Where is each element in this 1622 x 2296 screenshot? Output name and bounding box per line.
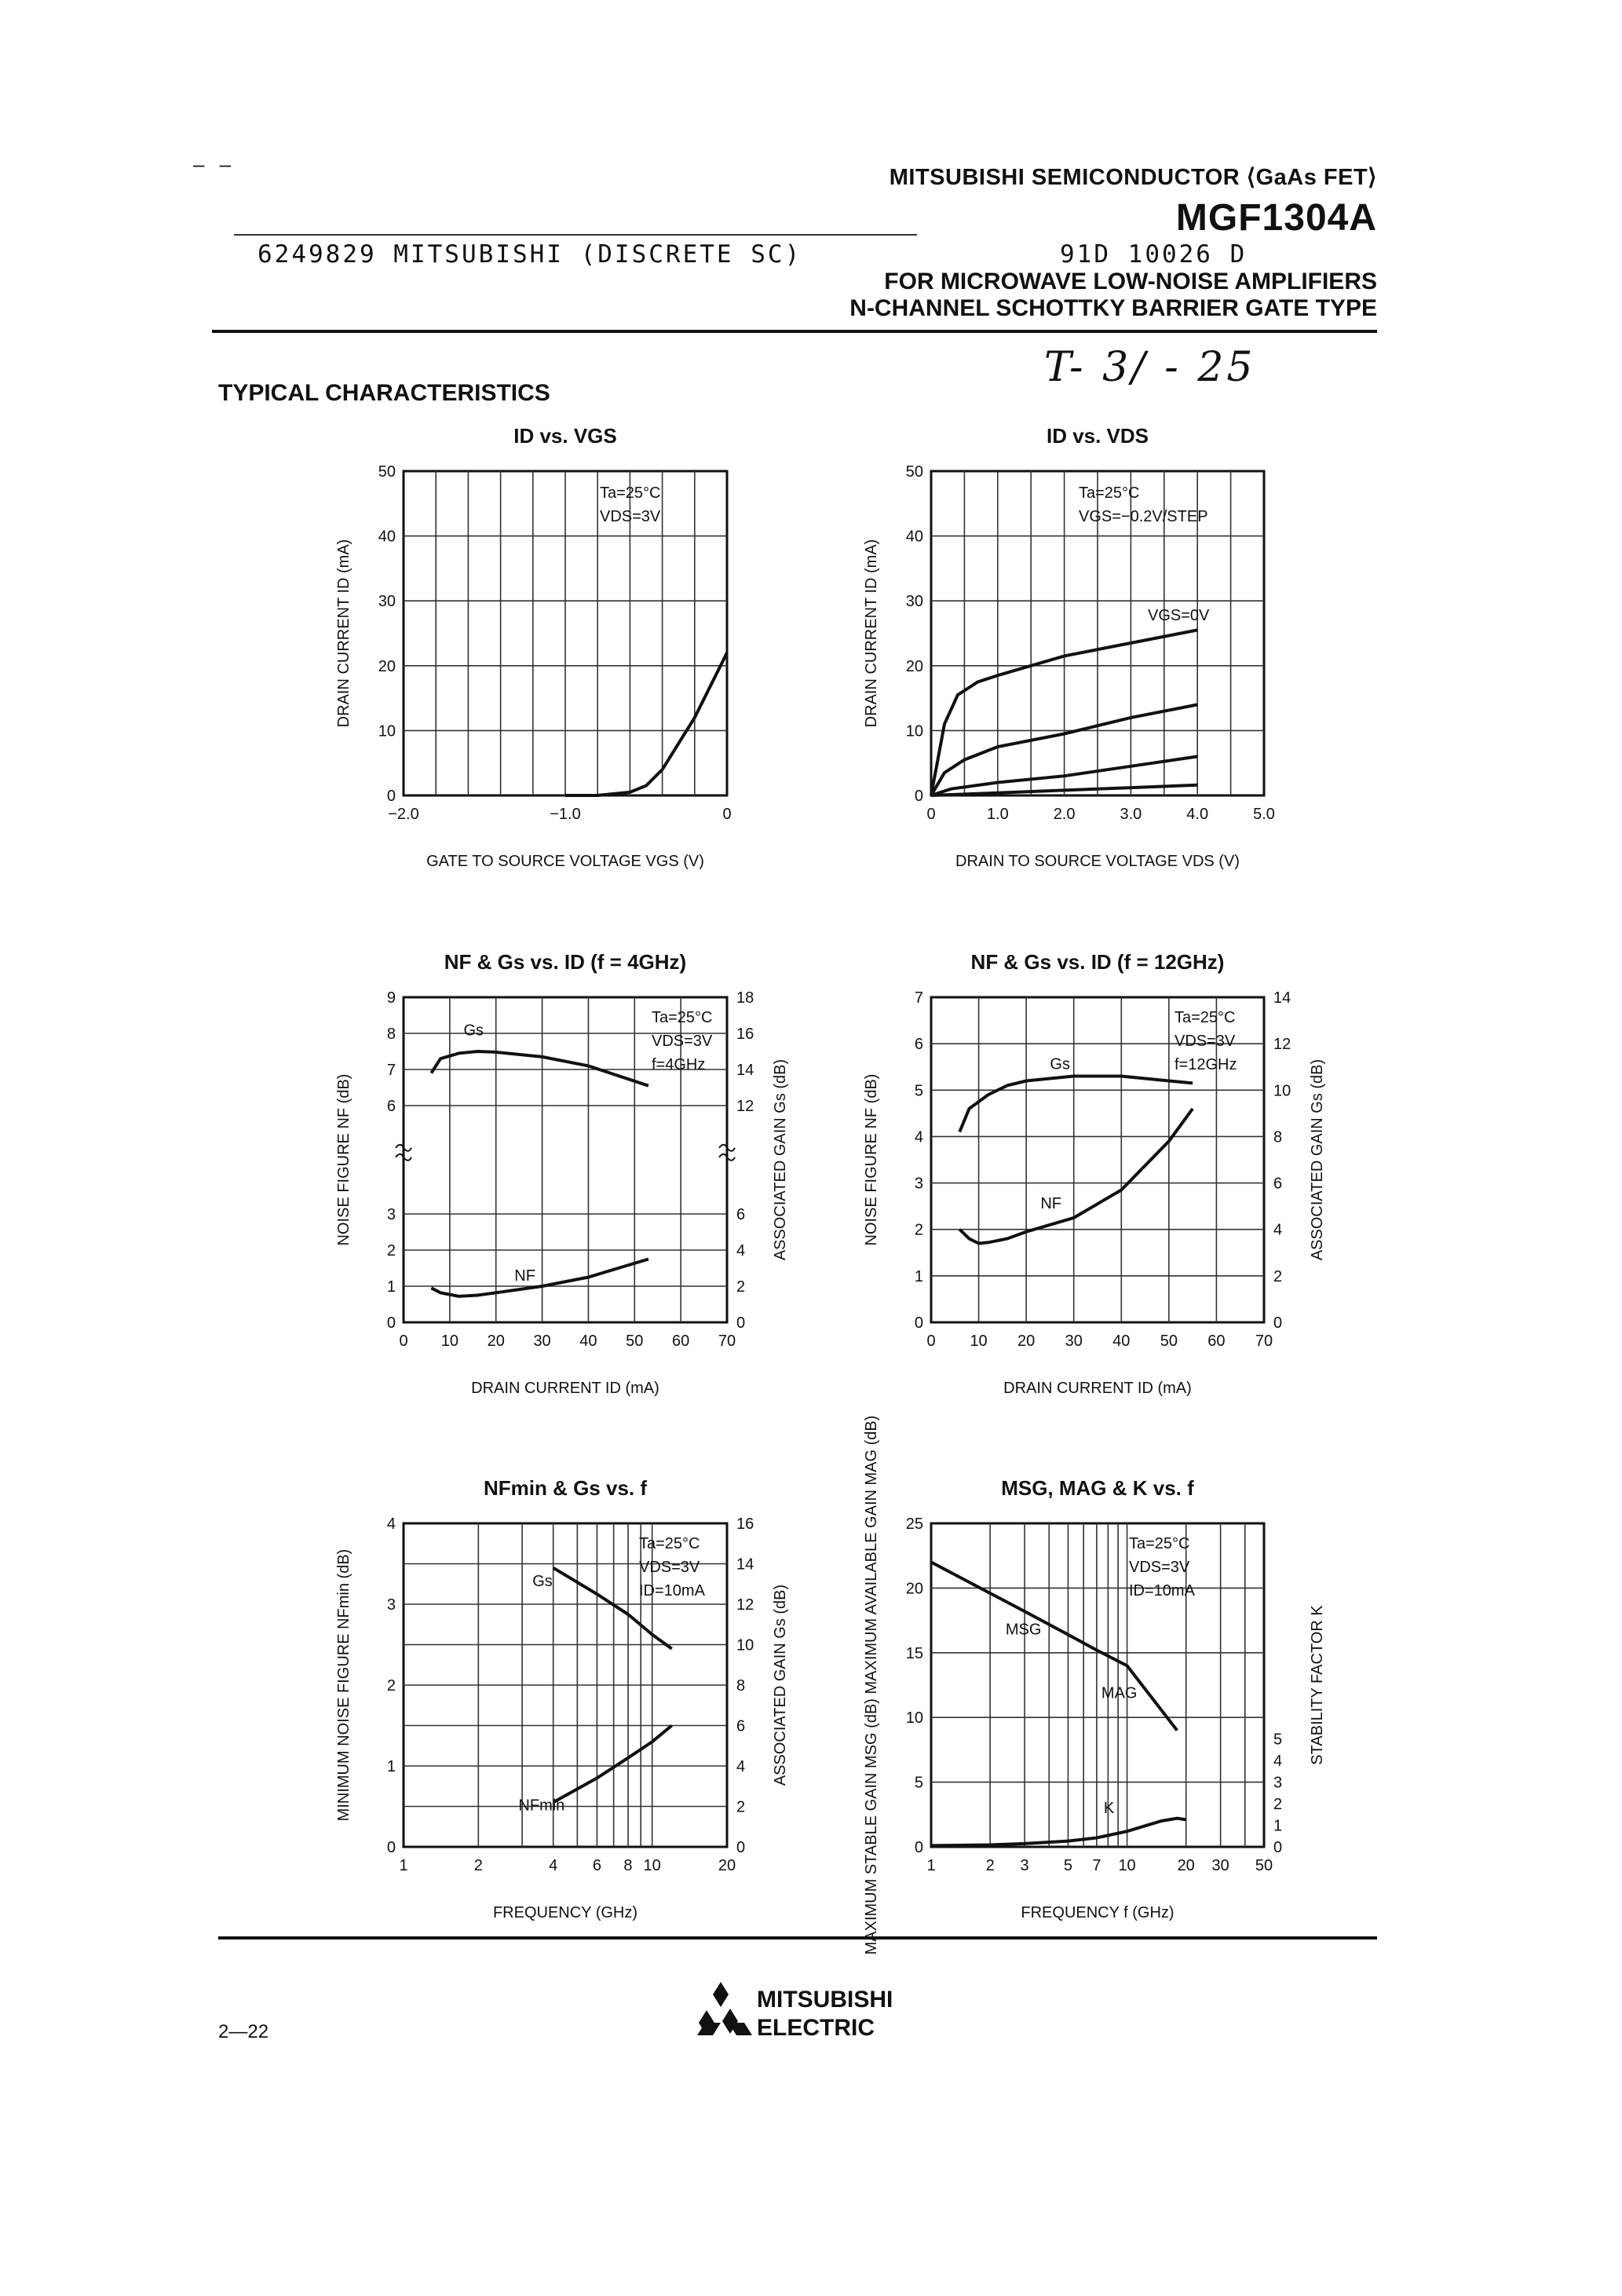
y2-tick-label: 3 bbox=[1273, 1774, 1283, 1792]
chart-title: MSG, MAG & K vs. f bbox=[1001, 1476, 1194, 1500]
chart-title: ID vs. VGS bbox=[513, 424, 617, 448]
x-tick-label: 20 bbox=[487, 1333, 505, 1350]
series-line-gs bbox=[553, 1568, 672, 1649]
chart-title: NF & Gs vs. ID (f = 4GHz) bbox=[444, 950, 687, 974]
y2-tick-label: 4 bbox=[736, 1758, 746, 1775]
y-tick-label: 10 bbox=[378, 722, 396, 740]
annotation: f=12GHz bbox=[1174, 1056, 1237, 1073]
x-tick-label: 5 bbox=[1063, 1857, 1072, 1874]
x-tick-label: 7 bbox=[1092, 1857, 1101, 1874]
y2-axis-label: ASSOCIATED GAIN Gs (dB) bbox=[772, 1584, 789, 1786]
y-axis-label: NOISE FIGURE NF (dB) bbox=[863, 1073, 880, 1246]
annotation: VGS=−0.2V/STEP bbox=[1079, 508, 1208, 525]
y2-tick-label: 14 bbox=[736, 1556, 754, 1574]
y-axis-label: MAXIMUM STABLE GAIN MSG (dB) MAXIMUM AVAILABLE GAIN MAG (dB) bbox=[863, 1415, 880, 1955]
y2-tick-label: 2 bbox=[1273, 1796, 1283, 1814]
y2-tick-label: 1 bbox=[1273, 1817, 1283, 1835]
y-tick-label: 5 bbox=[914, 1774, 923, 1792]
logo-text-mitsubishi: MITSUBISHI bbox=[757, 1987, 893, 2013]
y-tick-label: 50 bbox=[905, 463, 923, 481]
series-label: MAG bbox=[1101, 1684, 1138, 1702]
x-tick-label: −2.0 bbox=[388, 806, 419, 823]
y-tick-label: 2 bbox=[914, 1221, 923, 1239]
y2-tick-label: 10 bbox=[736, 1636, 754, 1654]
series-label: Gs bbox=[532, 1572, 553, 1590]
x-tick-label: 6 bbox=[592, 1857, 601, 1874]
y2-tick-label: 14 bbox=[736, 1062, 754, 1079]
y-tick-label: 1 bbox=[386, 1758, 396, 1775]
section-title: TYPICAL CHARACTERISTICS bbox=[218, 380, 550, 406]
y2-tick-label: 12 bbox=[736, 1596, 754, 1614]
annotation: Ta=25°C bbox=[1174, 1009, 1236, 1026]
y2-axis-label: STABILITY FACTOR K bbox=[1309, 1605, 1326, 1765]
y2-tick-label: 2 bbox=[736, 1278, 746, 1296]
y-tick-label: 4 bbox=[386, 1515, 396, 1533]
x-axis-label: DRAIN CURRENT ID (mA) bbox=[1003, 1380, 1192, 1397]
y2-tick-label: 14 bbox=[1273, 989, 1291, 1007]
y2-tick-label: 0 bbox=[736, 1314, 746, 1332]
x-tick-label: 3.0 bbox=[1120, 806, 1142, 823]
annotation: VDS=3V bbox=[1174, 1033, 1236, 1050]
series-label: K bbox=[1103, 1800, 1115, 1818]
y2-tick-label: 8 bbox=[736, 1677, 746, 1695]
y-tick-label: 5 bbox=[914, 1082, 923, 1100]
annotation: VDS=3V bbox=[1129, 1559, 1190, 1576]
x-tick-label: 50 bbox=[1255, 1857, 1273, 1874]
x-tick-label: 2 bbox=[985, 1857, 995, 1874]
y2-tick-label: 12 bbox=[1273, 1036, 1291, 1054]
y-tick-label: 7 bbox=[386, 1062, 396, 1079]
y-tick-label: 6 bbox=[386, 1098, 396, 1115]
x-tick-label: 50 bbox=[1160, 1333, 1178, 1350]
x-tick-label: 2 bbox=[473, 1857, 483, 1874]
x-tick-label: 0 bbox=[722, 806, 732, 823]
x-tick-label: −1.0 bbox=[550, 806, 581, 823]
y2-tick-label: 0 bbox=[736, 1839, 746, 1856]
x-tick-label: 1 bbox=[926, 1857, 936, 1874]
x-tick-label: 4 bbox=[549, 1857, 558, 1874]
y-tick-label: 10 bbox=[905, 1709, 923, 1727]
annotation: VGS=0V bbox=[1148, 607, 1210, 624]
x-tick-label: 0 bbox=[926, 806, 936, 823]
y-tick-label: 1 bbox=[914, 1267, 923, 1285]
series-line-k bbox=[931, 1819, 1186, 1846]
series-label: NFmin bbox=[518, 1797, 565, 1815]
series-label: NF bbox=[1040, 1195, 1061, 1213]
y-tick-label: 7 bbox=[914, 989, 923, 1007]
y2-tick-label: 2 bbox=[1273, 1267, 1283, 1285]
subtitle-type: N-CHANNEL SCHOTTKY BARRIER GATE TYPE bbox=[849, 295, 1377, 321]
stamp-code-left: 6249829 MITSUBISHI (DISCRETE SC) bbox=[258, 240, 802, 269]
footer-rule bbox=[218, 1936, 1377, 1940]
annotation: Ta=25°C bbox=[600, 484, 661, 502]
x-tick-label: 70 bbox=[1255, 1333, 1273, 1350]
plot-frame bbox=[931, 1523, 1264, 1847]
annotation: ID=10mA bbox=[639, 1582, 705, 1600]
y2-tick-label: 4 bbox=[1273, 1753, 1283, 1771]
subtitle-application: FOR MICROWAVE LOW-NOISE AMPLIFIERS bbox=[884, 269, 1377, 294]
y2-axis-label: ASSOCIATED GAIN Gs (dB) bbox=[1309, 1058, 1326, 1261]
y-tick-label: 0 bbox=[386, 1839, 396, 1856]
x-tick-label: 8 bbox=[623, 1857, 633, 1874]
y2-tick-label: 0 bbox=[1273, 1839, 1283, 1856]
y-tick-label: 40 bbox=[905, 528, 923, 546]
x-tick-label: 1.0 bbox=[986, 806, 1009, 823]
y2-tick-label: 6 bbox=[736, 1206, 746, 1223]
y-tick-label: 4 bbox=[914, 1128, 923, 1146]
x-tick-label: 40 bbox=[1112, 1333, 1131, 1350]
series-label: Gs bbox=[463, 1022, 484, 1040]
x-tick-label: 10 bbox=[440, 1333, 458, 1350]
annotation: Ta=25°C bbox=[639, 1535, 700, 1552]
y2-tick-label: 18 bbox=[736, 989, 754, 1007]
x-tick-label: 0 bbox=[926, 1333, 936, 1350]
y-tick-label: 2 bbox=[386, 1677, 396, 1695]
x-tick-label: 0 bbox=[399, 1333, 408, 1350]
annotation: VDS=3V bbox=[652, 1033, 713, 1050]
y-tick-label: 1 bbox=[386, 1278, 396, 1296]
series-line-nf bbox=[959, 1109, 1193, 1244]
y2-tick-label: 4 bbox=[1273, 1221, 1283, 1239]
y-tick-label: 25 bbox=[905, 1515, 923, 1533]
chart-title: NFmin & Gs vs. f bbox=[483, 1476, 648, 1500]
x-tick-label: 4.0 bbox=[1186, 806, 1209, 823]
annotation: ID=10mA bbox=[1129, 1582, 1195, 1600]
y-tick-label: 40 bbox=[378, 528, 396, 546]
annotation: Ta=25°C bbox=[652, 1009, 713, 1026]
y-tick-label: 9 bbox=[386, 989, 396, 1007]
x-tick-label: 70 bbox=[718, 1333, 736, 1350]
y-tick-label: 10 bbox=[905, 722, 923, 740]
x-tick-label: 30 bbox=[1065, 1333, 1083, 1350]
x-tick-label: 20 bbox=[718, 1857, 736, 1874]
x-tick-label: 20 bbox=[1017, 1333, 1036, 1350]
y-tick-label: 15 bbox=[905, 1644, 923, 1662]
y-tick-label: 0 bbox=[914, 788, 923, 805]
y-tick-label: 20 bbox=[905, 657, 923, 675]
y-axis-label: DRAIN CURRENT ID (mA) bbox=[863, 539, 880, 728]
y2-tick-label: 16 bbox=[736, 1026, 754, 1043]
x-tick-label: 40 bbox=[579, 1333, 597, 1350]
id-vgs-curve bbox=[565, 653, 727, 795]
y-axis-label: DRAIN CURRENT ID (mA) bbox=[335, 539, 353, 728]
y-tick-label: 6 bbox=[914, 1036, 923, 1054]
x-tick-label: 60 bbox=[1207, 1333, 1226, 1350]
y-tick-label: 0 bbox=[914, 1314, 923, 1332]
series-line-nf bbox=[431, 1260, 648, 1296]
part-number: MGF1304A bbox=[1175, 197, 1377, 239]
logo-text-electric: ELECTRIC bbox=[757, 2015, 875, 2041]
y-tick-label: 2 bbox=[386, 1242, 396, 1260]
y-tick-label: 8 bbox=[386, 1026, 396, 1043]
x-tick-label: 1 bbox=[399, 1857, 408, 1874]
y2-tick-label: 6 bbox=[736, 1717, 746, 1735]
annotation: VDS=3V bbox=[639, 1559, 700, 1576]
y2-tick-label: 2 bbox=[736, 1798, 746, 1816]
x-tick-label: 2.0 bbox=[1053, 806, 1076, 823]
brand-header: MITSUBISHI SEMICONDUCTOR ⟨GaAs FET⟩ bbox=[889, 165, 1377, 190]
x-tick-label: 3 bbox=[1020, 1857, 1029, 1874]
x-tick-label: 30 bbox=[1211, 1857, 1229, 1874]
x-tick-label: 10 bbox=[643, 1857, 661, 1874]
x-tick-label: 50 bbox=[626, 1333, 644, 1350]
y-tick-label: 3 bbox=[386, 1206, 396, 1223]
y-tick-label: 3 bbox=[386, 1596, 396, 1614]
y-tick-label: 30 bbox=[378, 593, 396, 611]
y2-tick-label: 4 bbox=[736, 1242, 746, 1260]
stamp-code-right: 91D 10026 D bbox=[1060, 240, 1248, 269]
series-label: NF bbox=[514, 1267, 535, 1285]
y-tick-label: 20 bbox=[905, 1580, 923, 1598]
corner-mark: – – bbox=[193, 152, 236, 176]
x-axis-label: DRAIN CURRENT ID (mA) bbox=[471, 1380, 659, 1397]
y-tick-label: 0 bbox=[386, 1314, 396, 1332]
annotation: Ta=25°C bbox=[1129, 1535, 1190, 1552]
series-line-gs bbox=[959, 1077, 1193, 1132]
series-line-nfmin bbox=[553, 1726, 672, 1803]
y2-tick-label: 10 bbox=[1273, 1082, 1291, 1100]
x-tick-label: 5.0 bbox=[1253, 806, 1275, 823]
y-axis-label: NOISE FIGURE NF (dB) bbox=[335, 1073, 353, 1246]
y-tick-label: 50 bbox=[378, 463, 396, 481]
y2-tick-label: 5 bbox=[1273, 1731, 1283, 1749]
x-axis-label: FREQUENCY f (GHz) bbox=[1021, 1904, 1174, 1921]
y-tick-label: 3 bbox=[914, 1175, 923, 1193]
x-tick-label: 20 bbox=[1177, 1857, 1195, 1874]
y-axis-label: MINIMUM NOISE FIGURE NFmin (dB) bbox=[335, 1548, 353, 1822]
y2-tick-label: 6 bbox=[1273, 1175, 1283, 1193]
annotation: VDS=3V bbox=[600, 508, 661, 525]
annotation: f=4GHz bbox=[652, 1056, 706, 1073]
y-tick-label: 0 bbox=[386, 788, 396, 805]
y-tick-label: 20 bbox=[378, 657, 396, 675]
y2-axis-label: ASSOCIATED GAIN Gs (dB) bbox=[772, 1058, 789, 1261]
series-label: Gs bbox=[1050, 1055, 1070, 1073]
x-axis-label: GATE TO SOURCE VOLTAGE VGS (V) bbox=[426, 853, 704, 870]
series-label: MSG bbox=[1005, 1621, 1042, 1639]
y-tick-label: 30 bbox=[905, 593, 923, 611]
x-tick-label: 10 bbox=[970, 1333, 988, 1350]
handwritten-note: T- 3/ - 25 bbox=[1044, 344, 1256, 391]
x-axis-label: DRAIN TO SOURCE VOLTAGE VDS (V) bbox=[955, 853, 1240, 870]
y2-tick-label: 12 bbox=[736, 1098, 754, 1115]
chart-title: NF & Gs vs. ID (f = 12GHz) bbox=[970, 950, 1225, 974]
y2-tick-label: 0 bbox=[1273, 1314, 1283, 1332]
x-tick-label: 10 bbox=[1118, 1857, 1136, 1874]
chart-title: ID vs. VDS bbox=[1046, 424, 1149, 448]
x-tick-label: 60 bbox=[672, 1333, 690, 1350]
annotation: Ta=25°C bbox=[1079, 484, 1140, 502]
y-tick-label: 0 bbox=[914, 1839, 923, 1856]
series-line-gs bbox=[431, 1051, 648, 1086]
page-number: 2—22 bbox=[218, 2021, 269, 2042]
x-tick-label: 30 bbox=[533, 1333, 551, 1350]
y2-tick-label: 8 bbox=[1273, 1128, 1283, 1146]
x-axis-label: FREQUENCY (GHz) bbox=[492, 1904, 638, 1921]
y2-tick-label: 16 bbox=[736, 1515, 754, 1533]
